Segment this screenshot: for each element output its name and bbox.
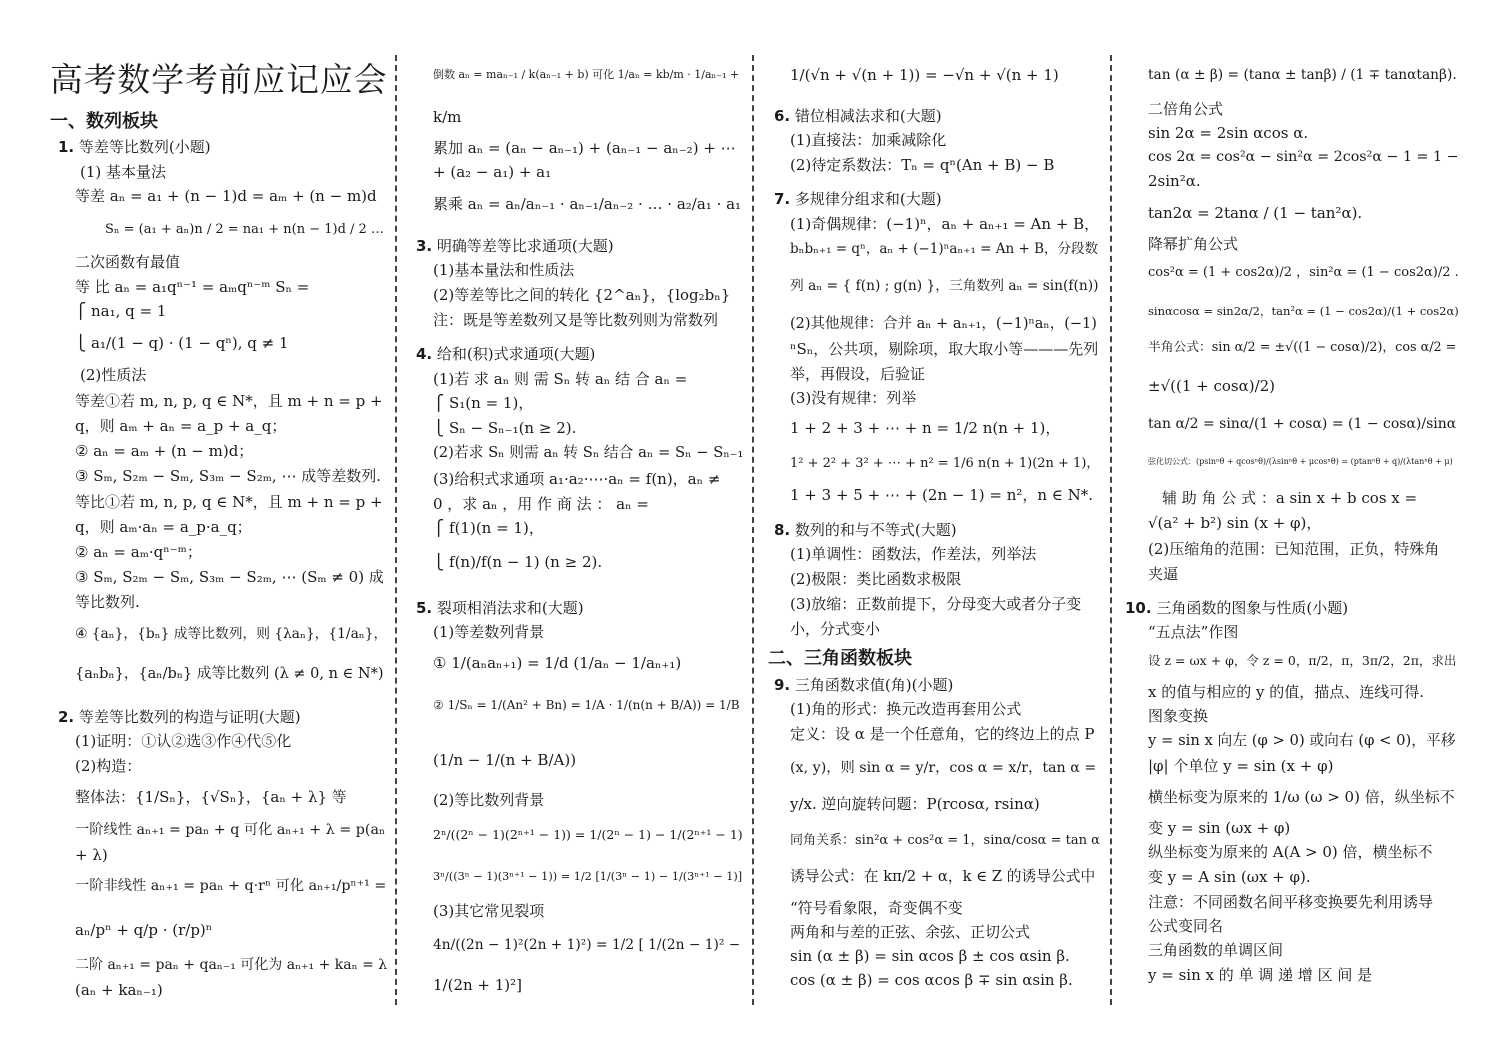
text-line: bₙbₙ₊₁ = qⁿ，aₙ + (−1)ⁿaₙ₊₁ = An + B，分段数 [790,241,1099,257]
formula-line: y/x. 逆向旋转问题：P(rcosα, rsinα) [790,795,1040,813]
text-line: (1)等差数列背景 [433,623,545,641]
text-line: (2)等比数列背景 [433,791,545,809]
text-line: √(a² + b²) sin (x + φ)， [1148,514,1322,532]
text-line: ⎧ na₁, q = 1 [75,302,167,320]
text-line: (1)基本量法和性质法 [433,261,575,279]
text-line: cos 2α = cos²α − sin²α = 2cos²α − 1 = 1 − [1148,149,1459,165]
text-line: 注：既是等差数列又是等比数列则为常数列 [433,311,719,329]
formula-line: ±√((1 + cosα)/2) [1148,377,1276,395]
text-line: (1)单调性：函数法，作差法，列举法 [790,545,1037,563]
formula-line: 1² + 2² + 3² + ⋯ + n² = 1/6 n(n + 1)(2n + 1)， [790,456,1100,471]
text-line: y = sin x 向左 (φ > 0) 或向右 (φ < 0)，平移 [1148,732,1456,749]
text-line: ⎧ f(1)(n = 1)， [433,519,544,537]
text-line: x 的值与相应的 y 的值，描点、连线可得. [1148,683,1425,701]
text-line: 纵坐标变为原来的 A(A > 0) 倍，横坐标不 [1148,843,1433,861]
text-line: 三角函数的单调区间 [1148,941,1284,959]
text-line: (2)其他规律：合并 aₙ + aₙ₊₁，(−1)ⁿaₙ，(−1) [790,316,1097,332]
topic-heading: 2. 等差等比数列的构造与证明(大题) [58,708,301,726]
text-line: 等 比 aₙ = a₁qⁿ⁻¹ = aₘqⁿ⁻ᵐ Sₙ = [75,278,310,296]
topic-heading: 8. 数列的和与不等式(大题) [774,521,957,539]
text-line: 小，分式变小 [790,620,881,638]
text-line: sin (α ± β) = sin αcos β ± cos αsin β. [790,947,1070,965]
topic-heading: 5. 裂项相消法求和(大题) [416,599,584,617]
formula-line: 同角关系：sin²α + cos²α = 1，sinα/cosα = tan α [790,833,1100,848]
text-line: (1) 基本量法 [80,163,167,181]
text-line: q，则 aₘ + aₙ = a_p + a_q； [75,417,287,435]
text-line: 1 + 3 + 5 + ⋯ + (2n − 1) = n²，n ∈ N*. [790,486,1094,504]
text-line: (2)等差等比之间的转化 {2^aₙ}，{log₂bₙ} [433,286,731,304]
formula-line: aₙ/pⁿ + q/p · (r/p)ⁿ [75,921,213,939]
formula-line: (x, y)，则 sin α = y/r，cos α = x/r，tan α = [790,760,1097,776]
formula-line: 诱导公式：在 kπ/2 + α，k ∈ Z 的诱导公式中 [790,868,1096,885]
text-line: “五点法”作图 [1148,623,1239,641]
formula-line: cos²α = (1 + cos2α)/2 ，sin²α = (1 − cos2α)/2 . [1148,265,1459,280]
formula-line: 弦化切公式：(psinⁿθ + qcosⁿθ)/(λsinⁿθ + μcosⁿθ) = (ptanⁿθ + q)/(λtanⁿθ + μ) [1148,457,1453,466]
formula-line: ② 1/Sₙ = 1/(An² + Bn) = 1/A · 1/(n(n + B/A)) = 1/B [433,698,740,712]
formula-line: 1/(2n + 1)²] [433,976,523,994]
topic-heading: 6. 错位相减法求和(大题) [774,107,942,125]
text-line: (1)证明：①认②选③作④代⑤化 [75,732,292,750]
text-line: 降幂扩角公式 [1148,235,1239,253]
formula-line: ⎩ f(n)/f(n − 1) (n ≥ 2). [433,553,603,571]
text-line: 变 y = A sin (ωx + φ). [1148,868,1311,886]
formula-line: 累乘 aₙ = aₙ/aₙ₋₁ · aₙ₋₁/aₙ₋₂ · … · a₂/a₁ · a₁ [433,195,742,213]
text-line: 二次函数有最值 [75,253,181,271]
text-line: 变 y = sin (ωx + φ) [1148,819,1291,837]
text-line: (3)给积式求通项 a₁·a₂·⋯·aₙ = f(n)，aₙ ≠ [433,470,721,488]
topic-heading: 9. 三角函数求值(角)(小题) [774,676,954,694]
formula-line: ⎩ a₁/(1 − q) · (1 − qⁿ), q ≠ 1 [75,334,289,352]
formula-line: 一阶非线性 aₙ₊₁ = paₙ + q·rⁿ 可化 aₙ₊₁/pⁿ⁺¹ = [75,878,387,894]
text-line: (3)其它常见裂项 [433,902,545,920]
formula-line: tan (α ± β) = (tanα ± tanβ) / (1 ∓ tanαtanβ). [1148,67,1457,83]
formula-line: 倒数 aₙ = maₙ₋₁ / k(aₙ₋₁ + b) 可化 1/aₙ = kb/m · 1/aₙ₋₁ + [433,68,740,81]
formula-line: 列 aₙ = { f(n) ; g(n) }，三角数列 aₙ = sin(f(n)) [790,278,1099,294]
section-heading: 二、三角函数板块 [768,648,912,669]
formula-line: 整体法：{1/Sₙ}，{√Sₙ}，{aₙ + λ} 等 [75,788,347,806]
text-line: “符号看象限，奇变偶不变 [790,899,963,917]
text-line: sin 2α = 2sin αcos α. [1148,124,1309,142]
formula-line: {aₙbₙ}，{aₙ/bₙ} 成等比数列 (λ ≠ 0, n ∈ N*) [75,666,384,682]
text-line: (2)性质法 [80,366,147,384]
text-line: 二倍角公式 [1148,100,1224,118]
text-line: 等比数列. [75,593,140,611]
text-line: 累加 aₙ = (aₙ − aₙ₋₁) + (aₙ₋₁ − aₙ₋₂) + ⋯ [433,139,736,157]
text-line: (2)若求 Sₙ 则需 aₙ 转 Sₙ 结合 aₙ = Sₙ − Sₙ₋₁ [433,444,744,461]
formula-line: 3ⁿ/((3ⁿ − 1)(3ⁿ⁺¹ − 1)) = 1/2 [1/(3ⁿ − 1) − 1/(3ⁿ⁺¹ − 1)] [433,870,743,883]
formula-line: k/m [433,108,462,126]
text-line: ③ Sₘ, S₂ₘ − Sₘ, S₃ₘ − S₂ₘ, ⋯ 成等差数列. [75,467,381,485]
formula-line: ④ {aₙ}，{bₙ} 成等比数列，则 {λaₙ}，{1/aₙ}， [75,626,388,642]
formula-line: 1 + 2 + 3 + ⋯ + n = 1/2 n(n + 1)， [790,419,1061,437]
text-line: 举，再假设，后验证 [790,365,926,383]
text-line: (1)角的形式：换元改造再套用公式 [790,700,1022,718]
topic-heading: 1. 等差等比数列(小题) [58,138,211,156]
formula-line: sinαcosα = sin2α/2，tan²α = (1 − cos2α)/(1 + cos2α) [1148,304,1459,318]
formula-line: tan α/2 = sinα/(1 + cosα) = (1 − cosα)/sinα [1148,416,1457,432]
text-line: y = sin x 的 单 调 递 增 区 间 是 [1148,966,1373,984]
text-line: (2)待定系数法：Tₙ = qⁿ(An + B) − B [790,156,1055,174]
topic-heading: 3. 明确等差等比求通项(大题) [416,237,614,255]
page-title: 高考数学考前应记应会 [50,61,388,99]
text-line: ⁿSₙ，公共项，剔除项，取大取小等———先列 [790,340,1099,358]
text-line: (1)奇偶规律：(−1)ⁿ，aₙ + aₙ₊₁ = An + B， [790,215,1100,233]
topic-heading: 7. 多规律分组求和(大题) [774,190,942,208]
text-line: 辅 助 角 公 式 ：a sin x + b cos x = [1162,489,1418,507]
text-line: (2)构造： [75,757,142,775]
text-line: 等差①若 m, n, p, q ∈ N*，且 m + n = p + [75,392,383,410]
text-line: (2)极限：类比函数求极限 [790,570,962,588]
text-line: 公式变同名 [1148,917,1224,935]
text-line: ② aₙ = aₘ + (n − m)d； [75,442,254,460]
formula-line: 1/(√n + √(n + 1)) = −√n + √(n + 1) [790,66,1059,84]
text-line: cos (α ± β) = cos αcos β ∓ sin αsin β. [790,971,1073,989]
text-line: 注意：不同函数名间平移变换要先利用诱导 [1148,893,1434,911]
text-line: 两角和与差的正弦、余弦、正切公式 [790,923,1031,941]
topic-heading: 10. 三角函数的图象与性质(小题) [1125,599,1349,617]
section-heading: 一、数列板块 [50,111,158,132]
text-line: |φ| 个单位 y = sin (x + φ) [1148,757,1334,775]
text-line: (aₙ + kaₙ₋₁) [75,981,163,999]
formula-line: 4n/((2n − 1)²(2n + 1)²) = 1/2 [ 1/(2n − 1)² − [433,937,741,953]
text-line: 等比①若 m, n, p, q ∈ N*，且 m + n = p + [75,493,383,511]
text-line: (1)直接法：加乘减除化 [790,131,947,149]
formula-line: (1/n − 1/(n + B/A)) [433,751,577,769]
text-line: 二阶 aₙ₊₁ = paₙ + qaₙ₋₁ 可化为 aₙ₊₁ + kaₙ = λ [75,957,388,973]
text-line: ③ Sₘ, S₂ₘ − Sₘ, S₃ₘ − S₂ₘ, ⋯ (Sₘ ≠ 0) 成 [75,568,384,586]
text-line: (1)若 求 aₙ 则 需 Sₙ 转 aₙ 结 合 aₙ = [433,370,688,388]
formula-line: 半角公式：sin α/2 = ±√((1 − cosα)/2)，cos α/2 = [1148,340,1457,355]
formula-line: 2ⁿ/((2ⁿ − 1)(2ⁿ⁺¹ − 1)) = 1/(2ⁿ − 1) − 1/(2ⁿ⁺¹ − 1) [433,827,743,842]
text-line: ② aₙ = aₘ·qⁿ⁻ᵐ； [75,543,202,561]
text-line: 夹逼 [1148,565,1179,583]
text-line: + λ) [75,846,108,864]
text-line: 2sin²α. [1148,172,1201,190]
text-line: ⎩ Sₙ − Sₙ₋₁(n ≥ 2). [433,419,577,437]
formula-line: tan2α = 2tanα / (1 − tan²α). [1148,204,1363,222]
formula-line: 设 z = ωx + φ，令 z = 0，π/2，π，3π/2，2π，求出 [1148,653,1457,668]
text-line: 0 ，求 aₙ ，用 作 商 法 ： aₙ = [433,495,649,513]
text-line: 一阶线性 aₙ₊₁ = paₙ + q 可化 aₙ₊₁ + λ = p(aₙ [75,822,386,838]
text-line: (2)压缩角的范围：已知范围，正负，特殊角 [1148,540,1440,558]
text-line: 等差 aₙ = a₁ + (n − 1)d = aₘ + (n − m)d [75,187,377,205]
text-line: 图象变换 [1148,707,1209,725]
text-line: ⎧ S₁(n = 1)， [433,394,534,412]
text-line: (3)没有规律：列举 [790,389,917,407]
formula-line: ① 1/(aₙaₙ₊₁) = 1/d (1/aₙ − 1/aₙ₊₁) [433,654,682,672]
formula-line: 横坐标变为原来的 1/ω (ω > 0) 倍，纵坐标不 [1148,788,1455,806]
text-line: + (a₂ − a₁) + a₁ [433,163,552,181]
text-line: 定义：设 α 是一个任意角，它的终边上的点 P [790,725,1095,743]
text-line: (3)放缩：正数前提下，分母变大或者分子变 [790,595,1082,613]
topic-heading: 4. 给和(积)式求通项(大题) [416,345,596,363]
text-line: q，则 aₘ·aₙ = a_p·a_q； [75,518,252,536]
formula-line: Sₙ = (a₁ + aₙ)n / 2 = na₁ + n(n − 1)d / 2 … [105,222,384,237]
